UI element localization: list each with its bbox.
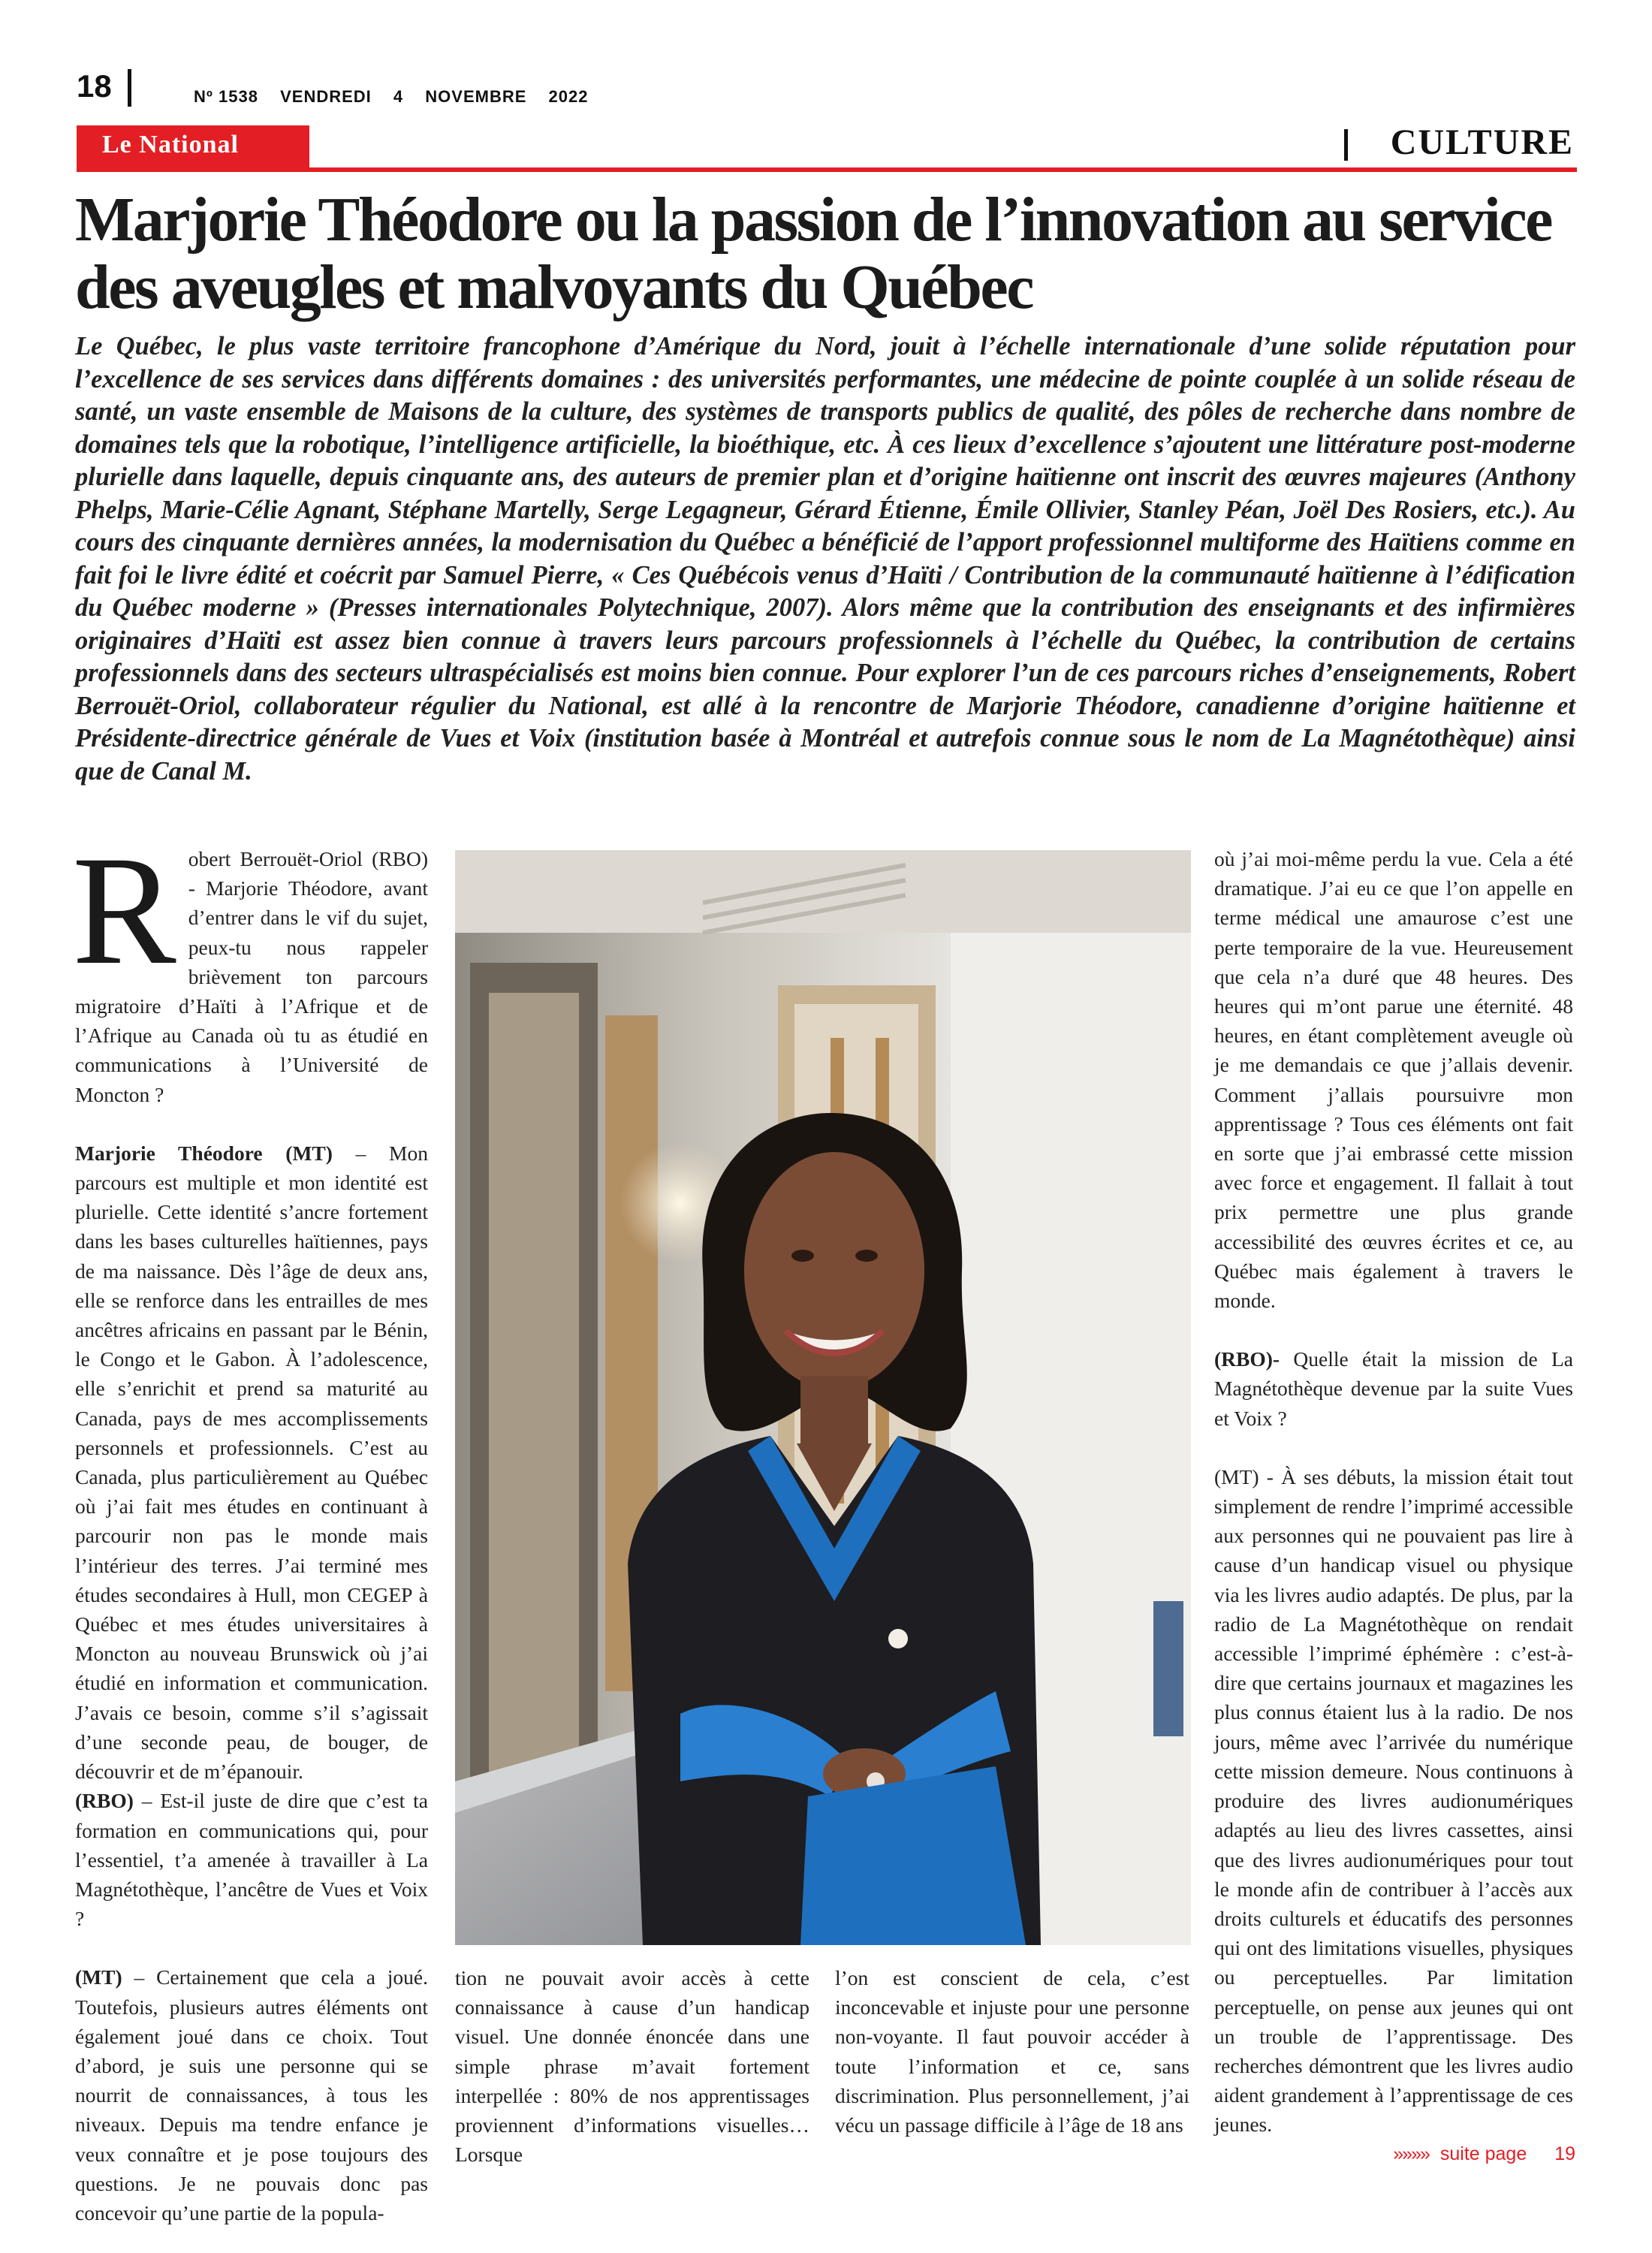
answer-2: – Certainement que cela a joué. Toutefois, plusieurs autres éléments ont également joué dans ce choix. Tout d’abord, je suis une personne qui se nourrit de connaissances, à tous les niveaux. Depuis ma tendre enfance je veux connaître et je pose toujours des questions. Je ne pouvais donc pas concevoir qu’une partie de la popula- [75, 1965, 428, 2224]
column-2 [455, 1963, 809, 2169]
answer-1: – Mon parcours est multiple et mon identité est plurielle. Cette identité s’ancre fortement dans les bases culturelles haïtiennes, pays de ma naissance. Dès l’âge de deux ans, elle se renforce dans les entrailles de mes ancêtres africains en passant par le Bénin, le Congo et le Gabon. À l’adolescence, elle s’enrichit et prend sa maturité au Canada, pays de mes accomplissements personnels et professionnels. C’est au Canada, plus particulièrement au Québec où j’ai fait mes études en continuant à parcourir non pas le monde mais l’intérieur des terres. J’ai terminé mes études secondaires à Hull, mon CEGEP à Québec et mes études universitaires à Moncton au nouveau Brunswick où j’ai étudié en information et communication. J’avais ce besoin, comme s’il s’agissait d’une seconde peau, de bouger, de découvrir et de m’épanouir. [75, 1141, 428, 1784]
column-3-text: l’on est conscient de cela, c’est inconcevable et injuste pour une personne non-voyante. Il faut pouvoir accéder à toute l’information et ce, sans discrimination. Plus personnellement, j’ai vécu un passage difficile à l’âge de 18 ans [835, 1966, 1189, 2137]
header-red-rule [77, 167, 1577, 172]
section-divider [1344, 129, 1348, 161]
brand-name: Le National [102, 131, 239, 158]
continuation-arrows: »»»» [1393, 2143, 1429, 2164]
article-title: Marjorie Théodore ou la passion de l’innovation au service des aveugles et malvoyants du Québec [75, 185, 1551, 322]
speaker-mt: Marjorie Théodore (MT) [75, 1141, 333, 1165]
page-number: 18 [77, 68, 112, 104]
page-number-divider [128, 69, 131, 107]
column-3 [835, 1963, 1189, 2140]
issue-year: 2022 [548, 87, 589, 106]
issue-line [194, 87, 605, 107]
continuation-note [1393, 2143, 1575, 2165]
issue-number: Nº 1538 [194, 87, 258, 106]
issue-day: 4 [393, 87, 404, 106]
column-4 [1214, 844, 1573, 2140]
continuation-page: 19 [1554, 2143, 1575, 2164]
column-4-paragraph-1: où j’ai moi-même perdu la vue. Cela a été dramatique. J’ai eu ce que l’on appelle en terme médical une amaurose c’est une perte temporaire de la vue. Heureusement que cela n’a duré que 48 heures. Des heures qui m’ont parue une éternité. 48 heures, en étant complètement aveugle où je me demandais ce que j’allais devenir. Comment j’allais poursuivre mon apprentissage ? Tous ces éléments ont fait en sorte que j’ai embrassé cette mission avec force et engagement. Il fallait à tout prix permettre une plus grande accessibilité des œuvres écrites et ce, au Québec mais également à travers le monde. [1214, 847, 1573, 1313]
continuation-label: suite page [1439, 2143, 1527, 2164]
speaker-mt-2: (MT) [75, 1965, 122, 1989]
issue-weekday: VENDREDI [280, 87, 372, 106]
speaker-rbo: (RBO) [75, 1789, 134, 1813]
article-lead: Le Québec, le plus vaste territoire francophone d’Amérique du Nord, jouit à l’échelle internationale d’une solide réputation pour l’excellence de ses services dans différents domaines : des universités performantes, une médecine de pointe couplée à un solide réseau de santé, un vaste ensemble de Maisons de la culture, des systèmes de transports publics de qualité, des pôles de recherche dans nombre de domaines tels que la robotique, l’intelligence artificielle, la bioéthique, etc. À ces lieux d’excellence s’ajoutent une littérature post-moderne plurielle dans laquelle, depuis cinquante ans, des auteurs de premier plan et d’origine haïtienne ont inscrit des œuvres majeures (Anthony Phelps, Marie-Célie Agnant, Stéphane Martelly, Serge Legagneur, Gérard Étienne, Émile Ollivier, Stanley Péan, Joël Des Rosiers, etc.). Au cours des cinquante dernières années, la modernisation du Québec a bénéficié de l’apport professionnel multiforme des Haïtiens comme en fait foi le livre édité et coécrit par Samuel Pierre, « Ces Québécois venus d’Haïti / Contribution de la communauté haïtienne à l’édification du Québec moderne » (Presses internationales Polytechnique, 2007). Alors même que la contribution des enseignants et des infirmières originaires d’Haïti est assez bien connue à travers leurs parcours professionnels à l’échelle du Québec, la contribution de certains professionnels dans des secteurs ultraspécialisés est moins bien connue. Pour explorer l’un de ces parcours riches d’enseignements, Robert Berrouët-Oriol, collaborateur régulier du National, est allé à la rencontre de Marjorie Théodore, canadienne d’origine haïtienne et Présidente-directrice générale de Vues et Voix (institution basée à Montréal et autrefois connue sous le nom de La Magnétothèque) ainsi que de Canal M. [75, 332, 1575, 786]
section-label: CULTURE [1390, 122, 1574, 162]
issue-month: NOVEMBRE [425, 87, 527, 106]
portrait-photo [455, 850, 1191, 1945]
column-1 [72, 824, 428, 2227]
speaker-rbo-3: (RBO)- [1214, 1347, 1280, 1371]
dropcap: R [72, 824, 176, 997]
question-2: – Est-il juste de dire que c’est ta formation en communications qui, pour l’essentiel, t’a amenée à travailler à La Magnétothèque, l’ancêtre de Vues et Voix ? [75, 1789, 428, 1931]
column-2-text: tion ne pouvait avoir accès à cette connaissance à cause d’un handicap visuel. Une donnée énoncée dans une simple phrase m’avait fortement interpellée : 80% de nos apprentissages proviennent d’informations visuelles… Lorsque [455, 1966, 809, 2167]
question-1: obert Berrouët-Oriol (RBO) - Marjorie Théodore, avant d’entrer dans le vif du sujet, peux-tu nous rappeler brièvement ton parcours migratoire d’Haïti à l’Afrique et de l’Afrique au Canada où tu as étudié en communications à l’Université de Moncton ? [75, 847, 428, 1106]
question-3: Quelle était la mission de La Magnétothèque devenue par la suite Vues et Voix ? [1214, 1347, 1573, 1430]
answer-3: (MT) - À ses débuts, la mission était tout simplement de rendre l’imprimé accessible aux personnes qui ne pouvaient pas lire à cause d’un handicap visuel ou physique via les livres audio adaptés. De plus, par la radio de La Magnétothèque on rendait accessible l’imprimé éphémère : c’est-à-dire que certains journaux et magazines les plus connus étaient lus à la radio. De nos jours, même avec l’arrivée du numérique cette mission demeure. Nous continuons à produire des livres audionumériques adaptés au lieu des livres cassettes, ainsi que des livres audionumériques pour tout le monde afin de contribuer à l’accès aux droits culturels et éducatifs des personnes qui ont des limitations visuelles, physiques ou perceptuelles. Par limitation perceptuelle, on pense aux jeunes qui ont un trouble de l’apprentissage. Des recherches démontrent que les livres audio aident grandement à l’apprentissage de ces jeunes. [1214, 1464, 1573, 2137]
